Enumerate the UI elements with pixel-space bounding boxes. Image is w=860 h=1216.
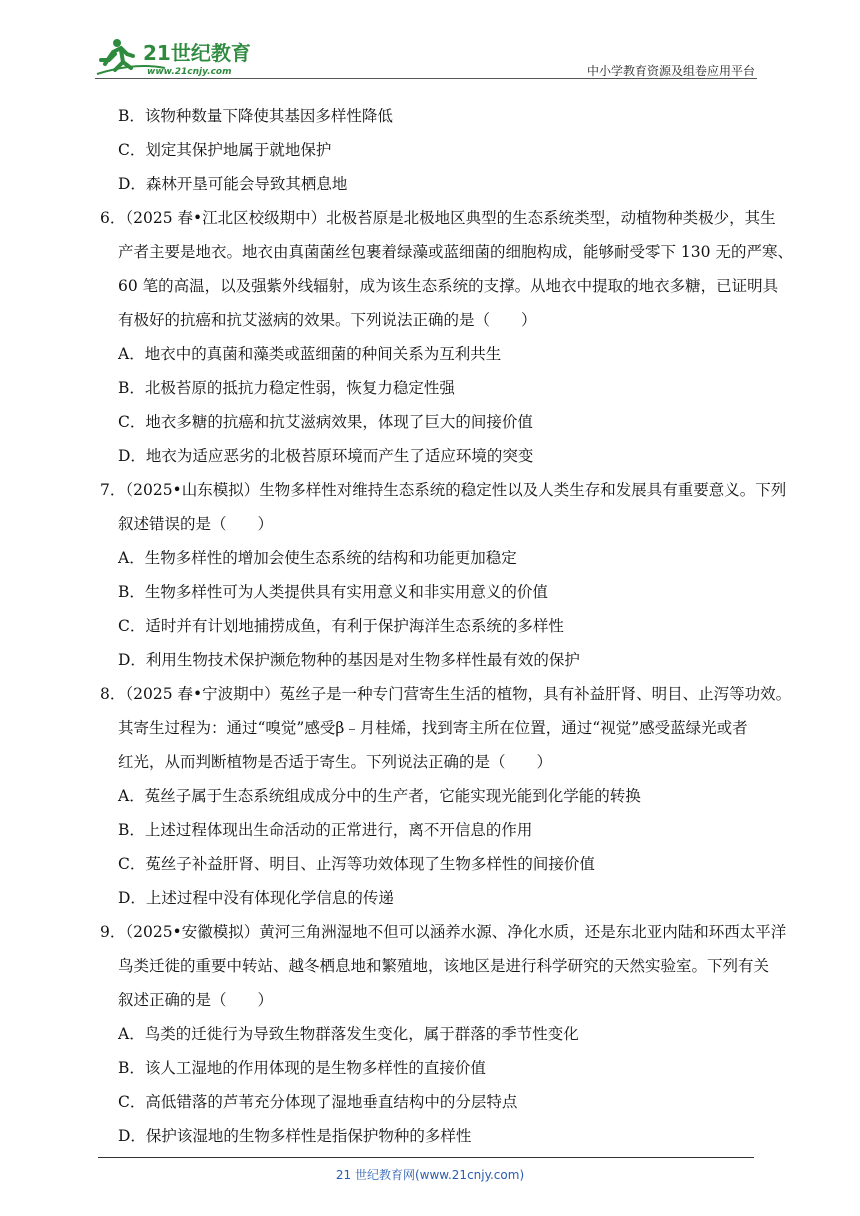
question-stem: 9．（2025•安徽模拟）黄河三角洲湿地不但可以涵养水源、净化水质，还是东北亚内陆和环西太平洋: [100, 923, 787, 941]
option-text: D．保护该湿地的生物多样性是指保护物种的多样性: [118, 1127, 472, 1145]
option-text: C．地衣多糖的抗癌和抗艾滋病效果，体现了巨大的间接价值: [118, 413, 533, 431]
question-stem: 鸟类迁徙的重要中转站、越冬栖息地和繁殖地，该地区是进行科学研究的天然实验室。下列有关: [118, 957, 770, 975]
option-text: C．适时并有计划地捕捞成鱼，有利于保护海洋生态系统的多样性: [118, 617, 564, 635]
option-text: D．地衣为适应恶劣的北极苔原环境而产生了适应环境的突变: [118, 447, 534, 465]
page-header: [95, 34, 757, 79]
option-text: A．鸟类的迁徙行为导致生物群落发生变化，属于群落的季节性变化: [118, 1025, 579, 1043]
option-text: A．菟丝子属于生态系统组成成分中的生产者，它能实现光能到化学能的转换: [118, 787, 641, 805]
option-text: B．生物多样性可为人类提供具有实用意义和非实用意义的价值: [118, 583, 548, 601]
option-text: D．森林开垦可能会导致其栖息地: [118, 175, 348, 193]
option-text: A．地衣中的真菌和藻类或蓝细菌的种间关系为互利共生: [118, 345, 502, 363]
option-text: B．上述过程体现出生命活动的正常进行，离不开信息的作用: [118, 821, 533, 839]
platform-label: 中小学教育资源及组卷应用平台: [586, 64, 755, 78]
logo-icon: [95, 34, 270, 78]
question-stem: 7．（2025•山东模拟）生物多样性对维持生态系统的稳定性以及人类生存和发展具有重要意义。下列: [100, 481, 787, 499]
footer-divider: [98, 1157, 754, 1158]
question-stem: 叙述错误的是（ ）: [118, 515, 274, 533]
option-text: C．高低错落的芦苇充分体现了湿地垂直结构中的分层特点: [118, 1093, 518, 1111]
question-stem: 8．（2025 春•宁波期中）菟丝子是一种专门营寄生生活的植物，具有补益肝肾、明目、止泻等功效。: [100, 685, 792, 703]
option-text: B．该物种数量下降使其基因多样性降低: [118, 107, 393, 125]
option-text: A．生物多样性的增加会使生态系统的结构和功能更加稳定: [118, 549, 517, 567]
svg-text:www.21cnjy.com: www.21cnjy.com: [147, 67, 232, 77]
question-stem: 红光，从而判断植物是否适于寄生。下列说法正确的是（ ）: [118, 753, 553, 771]
option-text: C．划定其保护地属于就地保护: [118, 141, 332, 159]
question-stem: 有极好的抗癌和抗艾滋病的效果。下列说法正确的是（ ）: [118, 311, 537, 329]
option-text: B．北极苔原的抵抗力稳定性弱，恢复力稳定性强: [118, 379, 455, 397]
question-stem: 60 笔的高温，以及强紫外线辐射，成为该生态系统的支撑。从地衣中提取的地衣多糖，已证明具: [118, 277, 779, 295]
option-text: B．该人工湿地的作用体现的是生物多样性的直接价值: [118, 1059, 486, 1077]
option-text: D．利用生物技术保护濒危物种的基因是对生物多样性最有效的保护: [118, 651, 580, 669]
question-stem: 产者主要是地衣。地衣由真菌菌丝包裹着绿藻或蓝细菌的细胞构成，能够耐受零下 130 无的严寒、: [118, 243, 793, 261]
option-text: C．菟丝子补益肝肾、明目、止泻等功效体现了生物多样性的间接价值: [118, 855, 595, 873]
footer-link[interactable]: 21 世纪教育网(www.21cnjy.com): [335, 1168, 525, 1182]
option-text: D．上述过程中没有体现化学信息的传递: [118, 889, 394, 907]
question-stem: 6．（2025 春•江北区校级期中）北极苔原是北极地区典型的生态系统类型，动植物种类极少，其生: [100, 209, 776, 227]
question-stem: 其寄生过程为：通过“嗅觉”感受β﹣月桂烯，找到寄主所在位置，通过“视觉”感受蓝绿光或者: [118, 719, 748, 737]
svg-text:21世纪教育: 21世纪教育: [143, 41, 251, 65]
question-stem: 叙述正确的是（ ）: [118, 991, 274, 1009]
